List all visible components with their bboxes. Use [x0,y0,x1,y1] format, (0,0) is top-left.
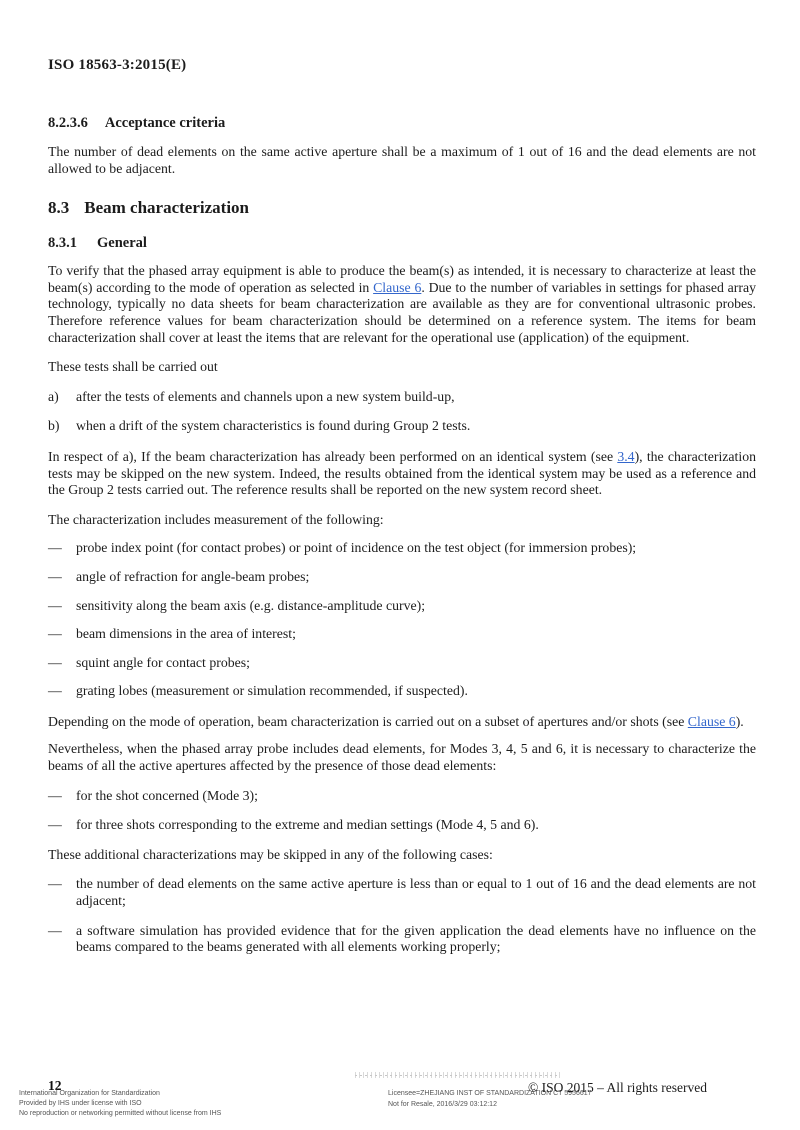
list-item-case [48,923,756,956]
copyright-notice: © ISO 2015 – All rights reserved [528,1080,707,1095]
list-item-text: a software simulation has provided evidence that for the given application the dead elements have no influence on the beams compared to the beams generated with all elements working properly; [76,922,756,955]
list-item-measure [48,683,756,700]
list-item-text: for the shot concerned (Mode 3); [76,787,258,803]
text-run: . Due to the number of variables in settings for phased array technology, typically no data sheets for beam characterization are available as they are for conventional ultrasonic probes. Therefore reference values for beam characterization should be determined on a reference system. The items for beam characterization shall cover at least the items that are relevant for the operational use (application) of the equipment. [48,279,756,345]
text-run: ). [735,713,744,729]
footer-license-notice [19,1089,221,1119]
list-item-text: for three shots corresponding to the extreme and median settings (Mode 4, 5 and 6). [76,817,539,833]
dash-bullet: — [48,597,62,613]
list-item-b [48,418,756,435]
list-marker: b) [48,418,60,434]
paragraph-in-respect [48,449,756,499]
list-item-text: angle of refraction for angle-beam probes; [76,568,310,584]
paragraph-depending [48,714,756,731]
page-number: 12 [48,1078,62,1093]
list-item-text: probe index point (for contact probes) or point of incidence on the test object (for immersion probes); [76,540,637,556]
clause-6-link[interactable]: Clause 6 [687,713,736,729]
paragraph-characterization-includes: The characterization includes measurement of the following: [48,511,384,527]
section-heading-8236 [48,115,756,132]
list-item-measure [48,626,756,643]
list-marker: a) [48,388,59,404]
section-heading-83 [48,198,756,218]
paragraph-acceptance-criteria: The number of dead elements on the same active aperture shall be a maximum of 1 out of 16 and the dead elements are not allowed to be adjacent. [48,144,756,176]
list-item-measure [48,598,756,615]
dash-bullet: — [48,817,62,833]
dash-bullet: — [48,626,62,642]
footer-licensee-line: Not for Resale, 2016/3/29 03:12:12 [388,1100,497,1108]
dash-bullet: — [48,787,62,803]
paragraph-tests-carried-out: These tests shall be carried out [48,359,218,375]
list-item-mode [48,817,756,834]
paragraph-nevertheless: Nevertheless, when the phased array probe includes dead elements, for Modes 3, 4, 5 and 6, it is necessary to characterize the beams of all the active apertures affected by the presence of those dead elements: [48,741,756,774]
text-run: To verify that the phased array equipment is able to produce the beam(s) as intended, it is necessary to characterize at least the beam(s) according to the mode of operation as selected in [48,263,756,295]
text-run: In respect of a), If the beam characterization has already been performed on an identical system (see [48,448,618,464]
text-run: ), the characterization tests may be skipped on the new system. Indeed, the results obtained from the identical system may be used as a reference and the Group 2 tests carried out. The reference results shall be reported on the new system record sheet. [48,448,756,498]
section-number: 8.2.3.6 [48,115,88,131]
list-item-text: squint angle for contact probes; [76,654,250,670]
section-number: 8.3 [48,198,70,218]
section-heading-831 [48,235,756,252]
list-item-text: sensitivity along the beam axis (e.g. distance-amplitude curve); [76,597,426,613]
text-run: Depending on the mode of operation, beam characterization is carried out on a subset of apertures and/or shots (see [48,713,688,729]
list-item-text: after the tests of elements and channels upon a new system build-up, [76,388,455,404]
page-content [48,57,756,956]
footer-licensee-line: Licensee=ZHEJIANG INST OF STANDARDIZATION CT 5956617 [388,1090,592,1097]
footer-license-line: International Organization for Standardization [19,1090,160,1097]
section-title: Acceptance criteria [104,115,226,131]
section-title: General [97,235,147,252]
dash-bullet: — [48,654,62,670]
footer-watermark-strikethrough [355,1072,560,1079]
document-code-header: ISO 18563-3:2015(E) [48,57,187,73]
list-item-measure [48,655,756,672]
dash-bullet: — [48,876,62,892]
dash-bullet: — [48,683,62,699]
paragraph-general [48,263,756,346]
list-item-case [48,876,756,909]
footer-license-line: Provided by IHS under license with ISO [19,1100,142,1107]
section-number: 8.3.1 [48,235,77,252]
dash-bullet: — [48,568,62,584]
dash-bullet: — [48,922,62,938]
list-item-text: beam dimensions in the area of interest; [76,626,296,642]
list-item-measure [48,540,756,557]
dash-bullet: — [48,540,62,556]
paragraph-additional-skipped: These additional characterizations may be skipped in any of the following cases: [48,846,493,862]
list-item-text: when a drift of the system characteristics is found during Group 2 tests. [76,418,471,434]
list-item-text: grating lobes (measurement or simulation recommended, if suspected). [76,683,468,699]
list-item-text: the number of dead elements on the same active aperture is less than or equal to 1 out of 16 and the dead elements are not adjacent; [76,876,756,909]
clause-3-4-link[interactable]: 3.4 [617,448,635,464]
clause-6-link[interactable]: Clause 6 [373,279,422,295]
list-item-mode [48,788,756,805]
footer-license-line: No reproduction or networking permitted without license from IHS [19,1110,222,1117]
list-item-measure [48,569,756,586]
section-title: Beam characterization [84,198,249,218]
list-item-a [48,389,756,406]
